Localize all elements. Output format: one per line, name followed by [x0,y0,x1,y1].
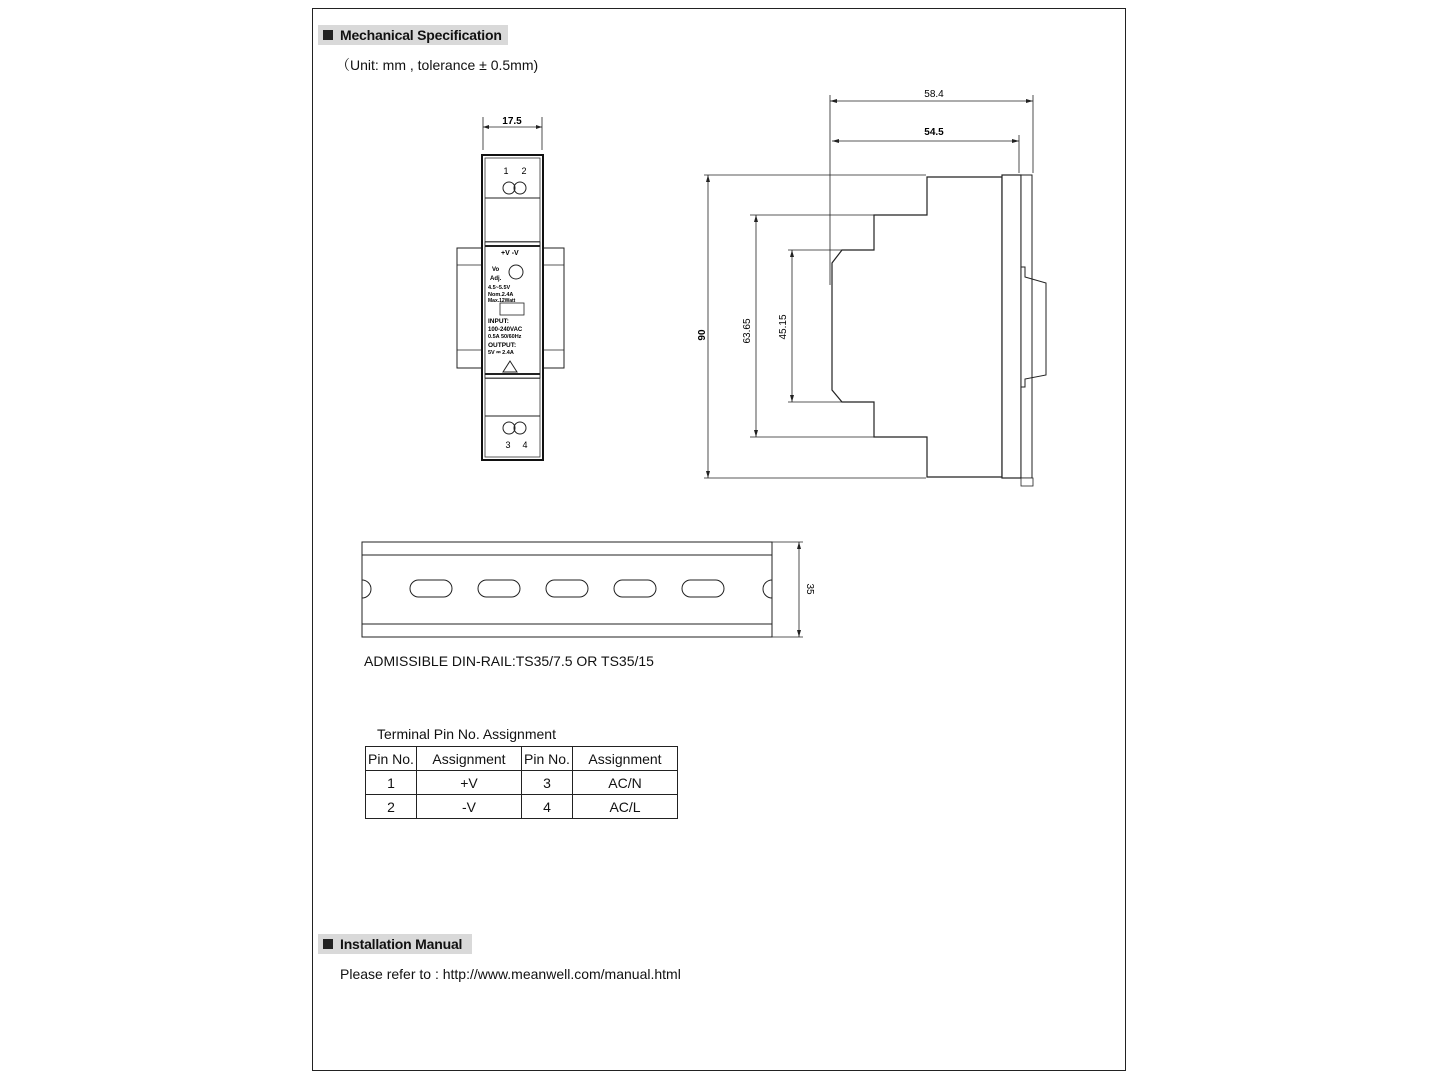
label-line-9: 0.5A 50/60Hz [488,334,522,340]
label-line-11: 5V ⎓ 2.4A [488,350,514,356]
table-cell: 1 [366,771,417,795]
side-view-drawing [690,85,1050,495]
table-header-row [366,747,678,771]
label-line-4: 4.5~5.5V [488,285,511,291]
mechanical-spec-title: Mechanical Specification [340,27,502,43]
label-line-7: INPUT: [488,318,509,325]
terminal-label-1: 1 [503,166,509,176]
terminal-pin-table [365,746,678,819]
table-header-cell: Assignment [417,747,522,771]
unit-note: （Unit: mm , tolerance ± 0.5mm) [336,57,539,73]
rail-dim-35: 35 [804,583,815,595]
side-dim-54-5: 54.5 [924,127,944,138]
table-row [366,771,678,795]
side-dim-58-4: 58.4 [924,89,944,100]
terminal-label-2: 2 [521,166,527,176]
label-line-6: Max.12Watt [488,298,516,304]
square-bullet-icon [323,30,333,40]
mechanical-spec-header [318,25,508,45]
table-header-cell: Pin No. [366,747,417,771]
side-dim-90: 90 [697,329,708,341]
table-row [366,795,678,819]
front-view-drawing [440,110,580,470]
din-rail-caption: ADMISSIBLE DIN-RAIL:TS35/7.5 OR TS35/15 [364,653,654,669]
label-line-10: OUTPUT: [488,342,517,349]
table-cell: 4 [522,795,573,819]
label-line-8: 100-240VAC [488,327,523,333]
terminal-table-caption: Terminal Pin No. Assignment [377,726,556,742]
table-cell: 3 [522,771,573,795]
table-header-cell: Pin No. [522,747,573,771]
side-dim-45-15: 45.15 [778,314,789,340]
square-bullet-icon [323,939,333,949]
label-line-5: Nom.2.4A [488,292,514,298]
side-profile-outline [832,177,1002,477]
label-line-3: Adj. [490,276,502,282]
table-cell: -V [417,795,522,819]
label-line-2: Vo [492,267,500,273]
din-rail-drawing [355,535,825,647]
terminal-label-4: 4 [522,440,528,450]
table-header-cell: Assignment [573,747,678,771]
table-cell: 2 [366,795,417,819]
label-line-1: +V -V [501,250,519,257]
side-dim-63-65: 63.65 [742,318,753,344]
table-cell: AC/N [573,771,678,795]
terminal-label-3: 3 [505,440,511,450]
installation-manual-link[interactable]: Please refer to : http://www.meanwell.com/manual.html [340,966,681,982]
front-width-dim: 17.5 [502,116,522,127]
installation-manual-title: Installation Manual [340,936,463,952]
table-cell: +V [417,771,522,795]
installation-manual-header [318,934,472,954]
table-cell: AC/L [573,795,678,819]
